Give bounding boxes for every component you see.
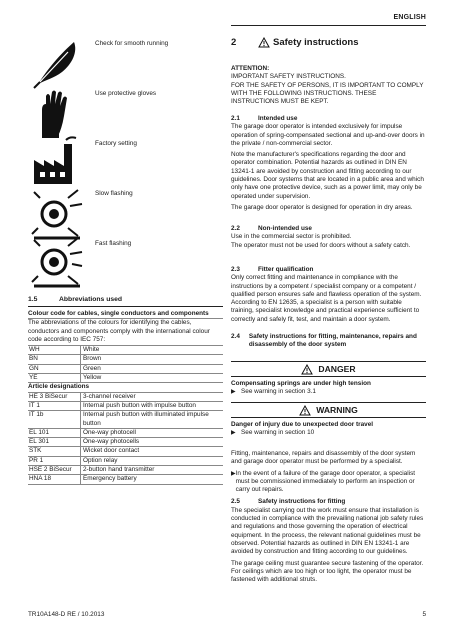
language-label: ENGLISH xyxy=(393,14,426,21)
abbreviation-meaning: Yellow xyxy=(80,374,223,382)
fast-flash-icon xyxy=(28,234,86,292)
s24-paragraph-1: Fitting, maintenance, repairs and disassembly of the door system and garage door operator must be performed by a specialist. xyxy=(231,450,416,466)
s22-paragraph-1: Use in the commercial sector is prohibited. xyxy=(231,233,352,241)
document-code: TR10A148-D RE / 10.2013 xyxy=(28,611,105,618)
s21-title: Intended use xyxy=(258,115,298,122)
abbreviations-heading xyxy=(28,296,122,303)
s24-bullet: In the event of a failure of the garage door operator, a specialist must be commissioned immediately to perform an inspection or carry out repairs. xyxy=(235,469,416,494)
abbreviation-meaning: White xyxy=(80,346,223,354)
abbreviation-code: HSE 2 BiSecur xyxy=(29,466,72,474)
section-2-1 xyxy=(231,115,426,215)
attention-line-2: FOR THE SAFETY OF PERSONS, IT IS IMPORTANT TO COMPLY WITH THE FOLLOWING INSTRUCTIONS. THESE INSTRUCTIONS MUST BE KEPT. xyxy=(231,81,424,106)
abbreviations-number: 1.5 xyxy=(28,296,38,303)
abbreviation-code: BN xyxy=(29,355,38,363)
abbreviation-meaning: Emergency battery xyxy=(80,475,223,483)
safety-section-heading xyxy=(231,37,426,48)
table-row xyxy=(28,475,223,484)
s25-title: Safety instructions for fitting xyxy=(258,498,346,506)
s24-number: 2.4 xyxy=(231,333,240,340)
abbreviation-code: HNA 18 xyxy=(29,475,52,483)
abbreviation-meaning: Option relay xyxy=(80,457,223,465)
table-row xyxy=(28,374,223,383)
table-row xyxy=(28,457,223,466)
abbreviation-meaning: One-way photocell xyxy=(80,429,223,437)
icon-label-smooth-running: Check for smooth running xyxy=(95,40,169,47)
abbreviation-meaning: Green xyxy=(80,365,223,373)
s21-number: 2.1 xyxy=(231,115,240,122)
s21-paragraph-3: The garage door operator is designed for operation in dry areas. xyxy=(231,203,413,211)
abbreviation-meaning: Wicket door contact xyxy=(80,447,223,455)
abbreviation-meaning: 3-channel receiver xyxy=(80,393,223,401)
s25-paragraph-1: The specialist carrying out the work must ensure that installation is conducted in compliance with the prevailing national job safety rules and regulations and those governing the operation of electrical equipment. In the process, the relevant national guidelines must be observed. Potential hazards as outlined in DIN EN 13241-1 are avoided by construction and fitting according to our guidelines. xyxy=(231,506,424,556)
abbreviations-title: Abbreviations used xyxy=(58,296,123,303)
danger-text: Compensating springs are under high tension xyxy=(231,380,371,387)
abbreviation-meaning: One-way photocells xyxy=(80,438,223,446)
abbreviation-code: IT 1b xyxy=(29,411,44,419)
attention-block xyxy=(231,65,426,106)
section-2-2 xyxy=(231,225,426,250)
table-row xyxy=(28,447,223,456)
abbreviation-code: STK xyxy=(29,447,42,455)
s25-paragraph-2: The garage ceiling must guarantee secure fastening of the operator. For ceilings which are too high or too light, the operator must be fastened with additional struts. xyxy=(231,559,424,584)
abbreviation-code: EL 101 xyxy=(29,428,50,436)
table-row xyxy=(28,365,223,374)
table-row xyxy=(28,411,223,429)
table-row xyxy=(28,393,223,402)
section-2-4 xyxy=(231,333,426,350)
arrow-icon: ▶ xyxy=(231,430,236,437)
colour-code-intro: The abbreviations of the colours for identifying the cables, conductors and components comply with the international colour code according to IEC 757: xyxy=(28,319,223,346)
safety-number: 2 xyxy=(231,37,237,48)
abbreviation-meaning: 2-button hand transmitter xyxy=(80,466,223,474)
table-row xyxy=(28,402,223,411)
warning-box xyxy=(231,402,426,438)
s25-number: 2.5 xyxy=(231,498,240,506)
danger-reference: See warning in section 3.1 xyxy=(241,388,316,396)
abbreviation-code: YE xyxy=(29,374,38,382)
danger-box xyxy=(231,361,426,397)
abbreviation-meaning: Internal push button with illuminated impulse button xyxy=(80,411,223,428)
s21-paragraph-2: Note the manufacturer's specifications regarding the door and operator combination. Potential hazards as outlined in DIN EN 13241-1 are avoided by construction and fitting according to our guidelines. Door systems that are located in a public area and which only have one protective device, such as a power limit, may only be operated under supervision. xyxy=(231,151,424,200)
abbreviation-code: PR 1 xyxy=(29,456,44,464)
table-row xyxy=(28,466,223,475)
arrow-icon: ▶ xyxy=(231,470,236,477)
s23-number: 2.3 xyxy=(231,266,240,273)
abbreviation-meaning: Internal push button with impulse button xyxy=(80,402,223,410)
header-rule xyxy=(231,25,426,26)
s24-title: Safety instructions for fitting, maintenance, repairs and disassembly of the door system xyxy=(248,333,417,349)
article-designations-heading: Article designations xyxy=(28,383,223,392)
warning-label: WARNING xyxy=(316,404,358,415)
section-2-3 xyxy=(231,266,426,324)
page-number: 5 xyxy=(422,611,426,618)
s23-title: Fitter qualification xyxy=(258,266,314,273)
safety-title: Safety instructions xyxy=(273,37,359,48)
arrow-icon: ▶ xyxy=(231,389,236,396)
abbreviation-meaning: Brown xyxy=(80,355,223,363)
danger-label: DANGER xyxy=(318,363,356,374)
warning-triangle-icon xyxy=(299,405,311,416)
table-row xyxy=(28,346,223,355)
abbreviations-rule xyxy=(28,306,223,307)
section-2-4-body xyxy=(231,450,426,587)
warning-triangle-icon xyxy=(258,37,270,48)
s22-number: 2.2 xyxy=(231,225,240,232)
danger-triangle-icon xyxy=(301,364,313,375)
abbreviation-code: HE 3 BiSecur xyxy=(29,392,68,400)
abbreviation-code: EL 301 xyxy=(29,438,50,446)
warning-reference: See warning in section 10 xyxy=(241,429,315,437)
abbreviation-code: GN xyxy=(29,364,39,372)
attention-label: ATTENTION: xyxy=(231,65,270,72)
icon-label-slow-flash: Slow flashing xyxy=(95,190,133,197)
attention-line-1: IMPORTANT SAFETY INSTRUCTIONS. xyxy=(231,73,346,81)
s22-title: Non-intended use xyxy=(258,225,312,232)
s22-paragraph-2: The operator must not be used for doors without a safety catch. xyxy=(231,241,411,249)
abbreviation-code: IT 1 xyxy=(29,401,40,409)
table-row xyxy=(28,438,223,447)
s23-paragraph-1: Only correct fitting and maintenance in compliance with the instructions by a competent / specialist company or a competent / qualified person ensures safe and flawless operation of the system. According to EN 12635, a specialist is a person with suitable training, specialist knowledge and practical experience sufficient to correctly and safely fit, test, and maintain a door system. xyxy=(231,274,422,323)
warning-text: Danger of injury due to unexpected door travel xyxy=(231,421,374,428)
icon-label-fast-flash: Fast flashing xyxy=(95,240,132,247)
icon-label-gloves: Use protective gloves xyxy=(95,90,157,97)
table-row xyxy=(28,355,223,364)
s21-paragraph-1: The garage door operator is intended exclusively for impulse operation of spring-compensated sectional and up-and-over doors in the private / non-commercial sector. xyxy=(231,123,425,147)
abbreviations-table xyxy=(28,310,223,485)
table-row xyxy=(28,429,223,438)
colour-code-heading: Colour code for cables, single conductors and components xyxy=(28,310,223,319)
icon-label-factory: Factory setting xyxy=(95,140,137,147)
abbreviation-code: WH xyxy=(29,346,40,354)
